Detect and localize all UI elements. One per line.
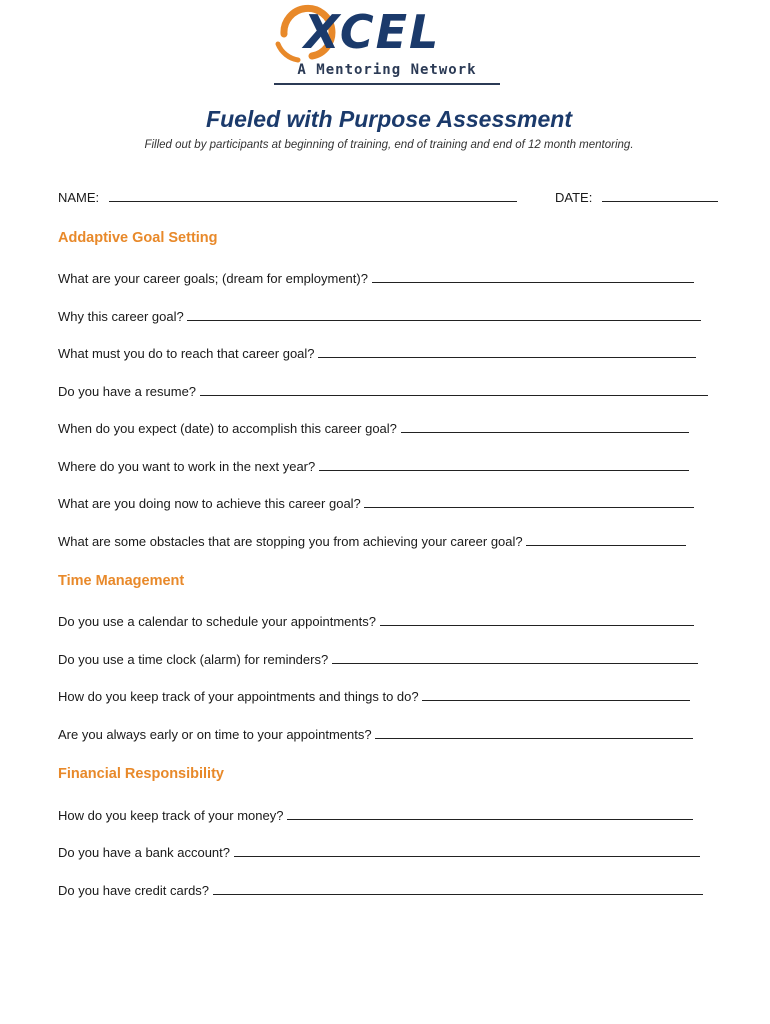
answer-line[interactable] — [187, 310, 701, 321]
name-label: NAME: — [58, 190, 100, 205]
page-title: Fueled with Purpose Assessment — [206, 106, 572, 132]
answer-line[interactable] — [213, 884, 703, 895]
answer-line[interactable] — [375, 728, 693, 739]
question-text: Do you use a calendar to schedule your appointments? — [58, 614, 376, 629]
question-text: What are you doing now to achieve this career goal? — [58, 496, 361, 511]
question-text: Do you have credit cards? — [58, 883, 210, 898]
section-heading: Time Management — [58, 573, 185, 589]
question-row[interactable] — [58, 271, 694, 286]
question-row[interactable] — [58, 883, 703, 898]
question-row[interactable] — [58, 346, 696, 361]
question-text: When do you expect (date) to accomplish this career goal? — [58, 421, 397, 436]
question-row[interactable] — [58, 384, 708, 399]
date-line[interactable] — [602, 191, 718, 202]
date-field[interactable] — [555, 190, 718, 205]
section-heading: Financial Responsibility — [58, 766, 224, 782]
question-row[interactable] — [58, 421, 689, 436]
answer-line[interactable] — [318, 347, 696, 358]
question-row[interactable] — [58, 845, 700, 860]
question-text: Do you use a time clock (alarm) for reminders? — [58, 652, 329, 667]
logo-wordmark: XCEL — [304, 5, 441, 59]
answer-line[interactable] — [401, 422, 689, 433]
xcel-logo — [268, 4, 504, 86]
date-label: DATE: — [555, 190, 593, 205]
answer-line[interactable] — [526, 535, 686, 546]
question-text: How do you keep track of your appointments and things to do? — [58, 689, 419, 704]
question-text: Do you have a bank account? — [58, 845, 231, 860]
question-row[interactable] — [58, 459, 689, 474]
question-row[interactable] — [58, 309, 701, 324]
answer-line[interactable] — [364, 497, 694, 508]
question-text: Do you have a resume? — [58, 384, 197, 399]
answer-line[interactable] — [332, 653, 698, 664]
answer-line[interactable] — [234, 846, 700, 857]
question-row[interactable] — [58, 727, 693, 742]
answer-line[interactable] — [372, 272, 694, 283]
answer-line[interactable] — [422, 690, 690, 701]
question-text: Where do you want to work in the next year? — [58, 459, 316, 474]
answer-line[interactable] — [200, 385, 708, 396]
question-row[interactable] — [58, 689, 690, 704]
logo-tagline: A Mentoring Network — [297, 62, 477, 78]
question-row[interactable] — [58, 808, 693, 823]
question-text: What are some obstacles that are stopping you from achieving your career goal? — [58, 534, 523, 549]
page-subtitle: Filled out by participants at beginning of training, end of training and end of 12 month mentoring. — [144, 139, 634, 151]
question-text: Why this career goal? — [58, 309, 184, 324]
name-field[interactable] — [58, 190, 517, 205]
question-row[interactable] — [58, 496, 694, 511]
name-line[interactable] — [109, 191, 517, 202]
section-heading: Addaptive Goal Setting — [58, 230, 218, 246]
question-row[interactable] — [58, 534, 686, 549]
question-row[interactable] — [58, 614, 694, 629]
question-text: What are your career goals; (dream for employment)? — [58, 271, 368, 286]
logo-rule — [274, 83, 500, 85]
question-text: Are you always early or on time to your appointments? — [58, 727, 372, 742]
answer-line[interactable] — [287, 809, 693, 820]
question-text: What must you do to reach that career goal? — [58, 346, 315, 361]
question-text: How do you keep track of your money? — [58, 808, 284, 823]
answer-line[interactable] — [319, 460, 689, 471]
question-row[interactable] — [58, 652, 698, 667]
answer-line[interactable] — [380, 615, 694, 626]
